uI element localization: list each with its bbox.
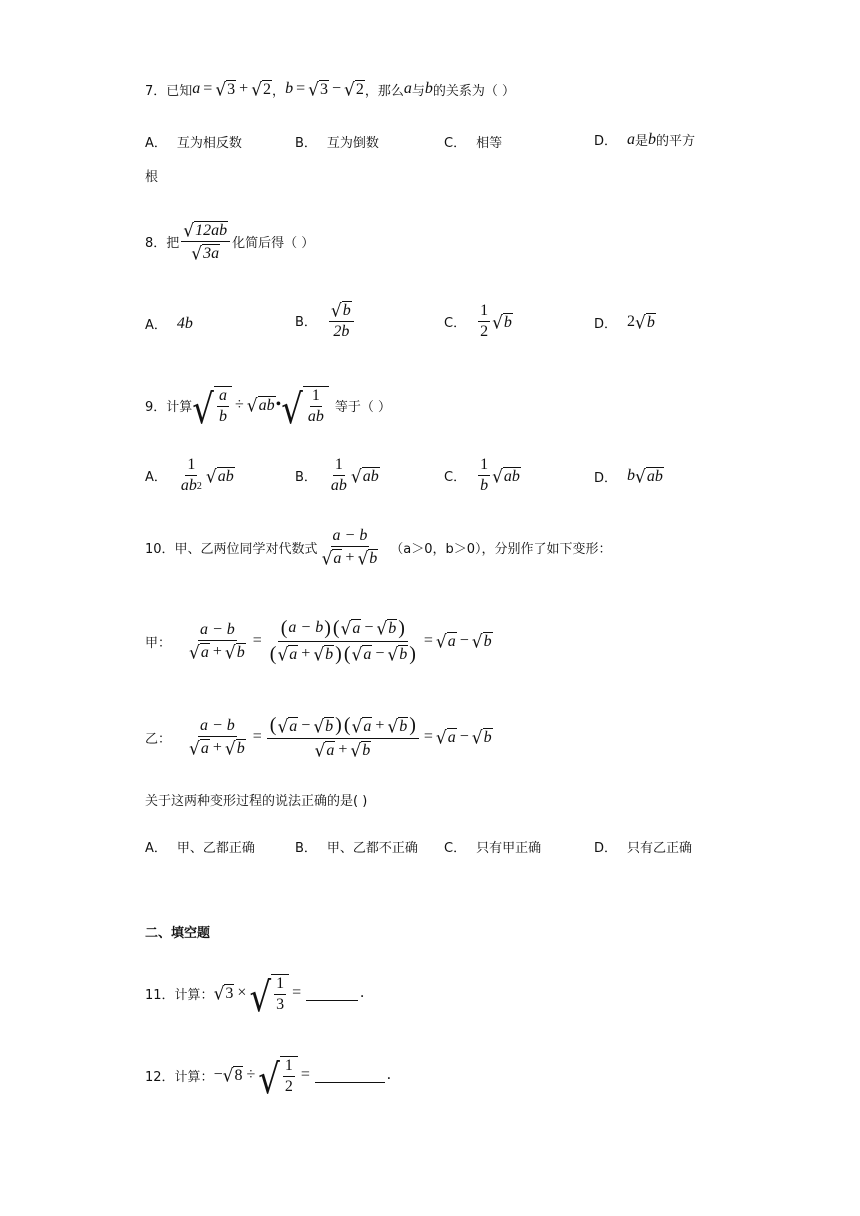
q9-option-d: D． b √ ab bbox=[594, 466, 663, 488]
q7-sqrt2b: √ 2 bbox=[343, 79, 364, 101]
q12-div: ÷ bbox=[246, 1066, 256, 1083]
question-7 bbox=[145, 76, 800, 102]
q10-jia-eq2: = bbox=[423, 632, 433, 649]
section-fill-in-blank-heading: 二、填空题 bbox=[145, 926, 211, 941]
q12-number: 12． bbox=[145, 1069, 175, 1085]
q12-sqrt8: √ 8 bbox=[222, 1065, 243, 1087]
q10-jia-middle: ( a − b ) ( √ a − √ b ) ( √ a + √ b ) ( √ a − √ b ) bbox=[269, 616, 416, 666]
q12-answer-blank[interactable] bbox=[315, 1068, 385, 1083]
q9-stem-post: 等于（ ） bbox=[334, 399, 392, 415]
question-12 bbox=[145, 1052, 800, 1104]
q7-eq: = bbox=[203, 80, 213, 97]
q7-sqrt3: √ 3 bbox=[215, 79, 236, 101]
q10-yi-middle: ( √ a − √ b ) ( √ a + √ b ) √ a + √ b bbox=[267, 714, 419, 760]
q9-sqrt-a-over-b: √ $\frac{a}{b}$ bbox=[192, 385, 232, 426]
q7-option-d: D． a 是 b 的平方 bbox=[594, 130, 696, 149]
q11-sqrt3: √ 3 bbox=[213, 983, 234, 1005]
q12-neg: − bbox=[213, 1066, 223, 1083]
q10-yi-rhs-a: √ a bbox=[435, 727, 456, 749]
q10-yi-eq2: = bbox=[423, 728, 433, 745]
q7-var-b: b bbox=[285, 80, 294, 97]
q12-sqrt-1-2: √ $\frac{1}{2}$ bbox=[258, 1055, 298, 1096]
q8-option-d: D． 2 √ b bbox=[594, 312, 655, 334]
q11-number: 11． bbox=[145, 987, 175, 1003]
q10-jia-rhs-minus: − bbox=[459, 632, 469, 649]
q10-jia-derivation bbox=[145, 608, 800, 674]
q8-stem-pre: 把 bbox=[166, 235, 180, 251]
q12-eq: = bbox=[300, 1066, 310, 1083]
q10-condition: （a＞0，b＞0），分别作了如下变形： bbox=[390, 541, 612, 557]
q9-div: ÷ bbox=[234, 396, 244, 413]
q11-answer-blank[interactable] bbox=[306, 986, 358, 1001]
q7-stem-mid: ，那么 bbox=[364, 83, 404, 99]
question-10 bbox=[145, 522, 800, 572]
q7-option-a: A． 互为相反数 bbox=[145, 136, 242, 151]
q7-option-c: C． 相等 bbox=[444, 136, 503, 151]
q10-number: 10． bbox=[145, 541, 175, 557]
q10-option-c: C． 只有甲正确 bbox=[444, 841, 542, 856]
q10-yi-rhs-minus: − bbox=[459, 728, 469, 745]
q11-stem: 计算： bbox=[174, 987, 214, 1003]
q10-jia-rhs-a: √ a bbox=[435, 631, 456, 653]
q7-stem-post: 的关系为（ ） bbox=[432, 83, 515, 99]
q10-jia-lhs: a − b √ a + √ b bbox=[189, 620, 245, 664]
q8-number: 8． bbox=[145, 235, 167, 251]
q7-comma: ， bbox=[272, 83, 286, 99]
q7-plus: + bbox=[239, 80, 249, 97]
q7-sqrt3b: √ 3 bbox=[308, 79, 328, 101]
q7-sqrt2: √ 2 bbox=[251, 79, 272, 101]
q7-var-a2: a bbox=[403, 80, 412, 97]
q7-number: 7． bbox=[145, 83, 167, 99]
q7-var-a: a bbox=[192, 80, 201, 97]
q8-fraction: √ 12ab √ 3a bbox=[181, 220, 230, 263]
q10-jia-rhs-b: √ b bbox=[471, 631, 492, 653]
q10-option-d: D． 只有乙正确 bbox=[594, 841, 693, 856]
q7-option-b: B． 互为倒数 bbox=[295, 136, 379, 151]
q9-sqrt-1-over-ab: √ $\frac{1}{ab}$ bbox=[281, 385, 329, 426]
q10-expression: a − b √ a + √ b bbox=[321, 526, 378, 570]
q10-option-a: A． 甲、乙都正确 bbox=[145, 841, 255, 856]
q9-option-a: A． 1 ab 2 √ ab bbox=[145, 456, 234, 494]
q9-sqrt-ab: √ ab bbox=[246, 395, 275, 417]
q7-eq2: = bbox=[296, 80, 306, 97]
q10-ask: 关于这两种变形过程的说法正确的是( ) bbox=[145, 793, 368, 809]
q11-eq: = bbox=[292, 984, 302, 1001]
q9-option-c: C． $\frac{1}{b}$ √ ab bbox=[444, 456, 520, 494]
q9-option-b: B． $\frac{1}{ab}$ √ ab bbox=[295, 456, 379, 494]
q12-stem: 计算： bbox=[174, 1069, 214, 1085]
question-8 bbox=[145, 216, 800, 266]
q10-yi-rhs-b: √ b bbox=[471, 727, 492, 749]
q10-stem-pre: 甲、乙两位同学对代数式 bbox=[174, 541, 318, 557]
q8-stem-post: 化简后得（ ） bbox=[232, 235, 315, 251]
question-11 bbox=[145, 970, 800, 1022]
q9-number: 9． bbox=[145, 399, 167, 415]
q10-yi-eq1: = bbox=[252, 728, 262, 745]
q8-option-a: A． 4b bbox=[145, 314, 193, 333]
q11-sqrt-1-3: √ $\frac{1}{3}$ bbox=[249, 973, 289, 1014]
q7-minus: − bbox=[331, 80, 341, 97]
q7-option-d-wrap: 根 bbox=[145, 170, 159, 185]
q9-stem-pre: 计算 bbox=[166, 399, 193, 415]
q10-yi-derivation bbox=[145, 704, 800, 770]
q11-times: × bbox=[237, 984, 247, 1001]
q9-dot: • bbox=[275, 396, 282, 413]
q10-yi-lhs: a − b √ a + √ b bbox=[189, 716, 245, 760]
q7-stem-and: 与 bbox=[411, 83, 425, 99]
q8-option-c: C． $\frac{1}{2}$ √ b bbox=[444, 302, 512, 340]
q12-period: . bbox=[386, 1066, 391, 1083]
q10-jia-label: 甲： bbox=[145, 635, 172, 651]
q7-var-b2: b bbox=[424, 80, 433, 97]
q10-jia-eq1: = bbox=[252, 632, 262, 649]
q10-option-b: B． 甲、乙都不正确 bbox=[295, 841, 418, 856]
q10-yi-label: 乙： bbox=[145, 731, 172, 747]
q8-option-b: B． √ b 2b bbox=[295, 300, 356, 341]
question-9 bbox=[145, 380, 800, 434]
q7-stem-pre: 已知 bbox=[166, 83, 193, 99]
q11-period: . bbox=[360, 984, 365, 1001]
